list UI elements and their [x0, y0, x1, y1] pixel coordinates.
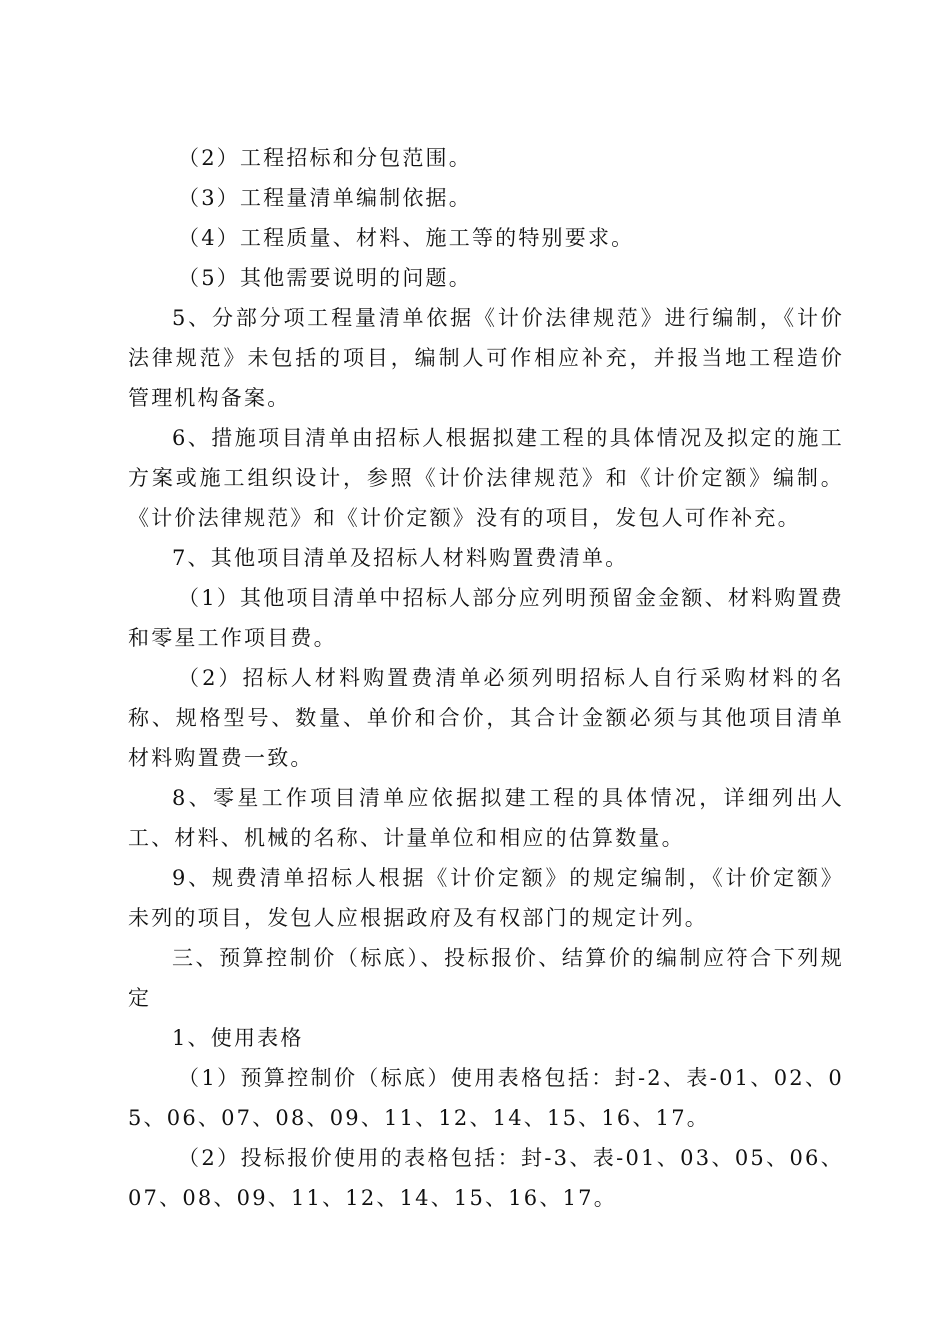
paragraph-section-7-1: （1）其他项目清单中招标人部分应列明预留金金额、材料购置费和零星工作项目费。: [128, 586, 844, 650]
paragraph-section-5: 5、分部分项工程量清单依据《计价法律规范》进行编制，《计价法律规范》未包括的项目，编制人可作相应补充，并报当地工程造价管理机构备案。: [128, 306, 844, 410]
paragraph-tables-heading: 1、使用表格: [172, 1026, 304, 1050]
paragraph-tables-1: （1）预算控制价（标底）使用表格包括：封-2、表-01、02、05、06、07、08、09、11、12、14、15、16、17。: [128, 1066, 844, 1130]
paragraph-section-7: 7、其他项目清单及招标人材料购置费清单。: [172, 546, 629, 570]
paragraph-item-3: （3）工程量清单编制依据。: [178, 186, 472, 210]
paragraph-item-5: （5）其他需要说明的问题。: [178, 266, 472, 290]
paragraph-item-2: （2）工程招标和分包范围。: [178, 146, 472, 170]
document-body: [128, 138, 844, 1218]
paragraph-section-7-2: （2）招标人材料购置费清单必须列明招标人自行采购材料的名称、规格型号、数量、单价和合价，其合计金额必须与其他项目清单材料购置费一致。: [128, 666, 844, 770]
paragraph-section-9: 9、规费清单招标人根据《计价定额》的规定编制，《计价定额》未列的项目，发包人应根据政府及有权部门的规定计列。: [128, 866, 844, 930]
paragraph-heading-3: 三、预算控制价（标底）、投标报价、结算价的编制应符合下列规定: [128, 946, 844, 1010]
paragraph-item-4: （4）工程质量、材料、施工等的特别要求。: [178, 226, 635, 250]
paragraph-section-6: 6、措施项目清单由招标人根据拟建工程的具体情况及拟定的施工方案或施工组织设计，参照《计价法律规范》和《计价定额》编制。《计价法律规范》和《计价定额》没有的项目，发包人可作补充。: [128, 426, 844, 530]
paragraph-section-8: 8、零星工作项目清单应依据拟建工程的具体情况，详细列出人工、材料、机械的名称、计量单位和相应的估算数量。: [128, 786, 844, 850]
paragraph-tables-2: （2）投标报价使用的表格包括：封-3、表-01、03、05、06、07、08、09、11、12、14、15、16、17。: [128, 1146, 844, 1210]
